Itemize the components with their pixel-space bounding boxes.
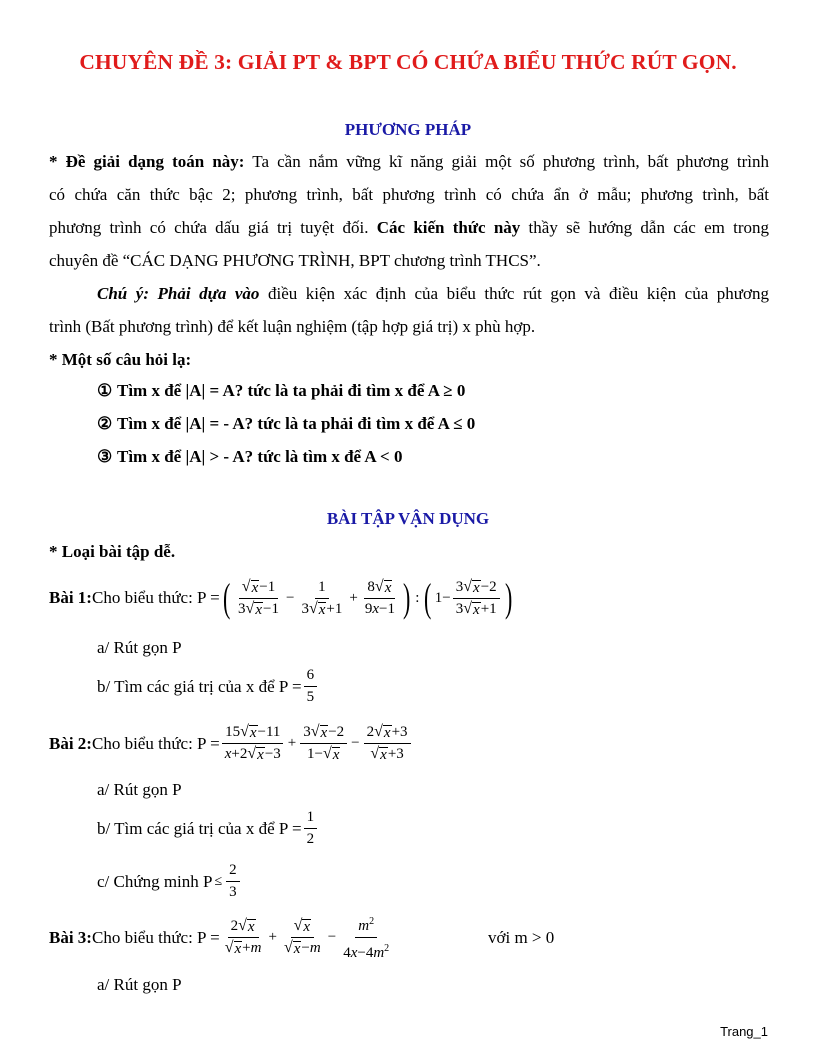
method-heading: PHƯƠNG PHÁP — [344, 120, 472, 139]
bai2-part-a: a/ Rút gọn P — [97, 780, 182, 799]
bai1-label: Bài 1: — [49, 588, 92, 607]
bai3-condition: với m > 0 — [488, 928, 555, 947]
intro-line-1 — [49, 145, 769, 178]
bai2-formula: 15 √ x −11 x+2 √ x −3 + 3 √ x −2 1− √ x − 2 √ x +3 √ x +3 — [220, 724, 413, 763]
note-line-1: Chú ý: Phải dựa vào điều kiện xác định của biểu thức rút gọn và điều kiện của phương — [97, 284, 769, 303]
note-line-2: trình (Bất phương trình) để kết luận nghiệm (tập hợp giá trị) x phù hợp. — [49, 317, 536, 336]
page-footer: Trang_1 — [720, 1024, 768, 1039]
strange-item-2: ② Tìm x để |A| = - A? tức là ta phải đi tìm x để A ≤ 0 — [97, 414, 476, 433]
bai2-part-b: b/ Tìm các giá trị của x để P = $\frac{1}{2}$ — [97, 808, 319, 848]
bai2-part-c: c/ Chứng minh P ≤ $\frac{2}{3}$ — [97, 861, 242, 901]
bai3-statement: Bài 3: Cho biểu thức: P = 2 √ x √ x +m + √ x √ x −m − $\frac{m^2}{4x-4m^2}$ — [49, 915, 394, 959]
bai1-statement: Bài 1: Cho biểu thức: P = ( √ x −1 3 √ x −1 − 1 3 √ x +1 + 8 √ x 9x−1 ) : ( 1− 3 √ x −2 3 √ x +1 ) — [49, 576, 515, 620]
bai2-statement: Bài 2: Cho biểu thức: P = 15 √ x −11 x+2 √ x −3 + 3 √ x −2 1− √ x − 2 √ x +3 √ x +3 — [49, 721, 413, 765]
bai1-part-a: a/ Rút gọn P — [97, 638, 182, 657]
bai3-part-a: a/ Rút gọn P — [97, 975, 182, 994]
intro-lead: * Đề giải dạng toán này: — [49, 152, 245, 171]
bai1-part-b: b/ Tìm các giá trị của x để P = $\frac{6}{5}$ — [97, 666, 319, 706]
easy-heading: * Loại bài tập dễ. — [49, 542, 176, 561]
strange-heading: * Một số câu hỏi lạ: — [49, 350, 192, 369]
strange-item-1: ① Tìm x để |A| = A? tức là ta phải đi tìm x để A ≥ 0 — [97, 381, 466, 400]
page-title: CHUYÊN ĐỀ 3: GIẢI PT & BPT CÓ CHỨA BIỂU THỨC RÚT GỌN. — [79, 50, 737, 74]
intro-line-4: chuyên đề “CÁC DẠNG PHƯƠNG TRÌNH, BPT chương trình THCS”. — [49, 251, 541, 270]
intro-bold: Các kiến thức này — [376, 218, 521, 237]
bai1-formula: ( √ x −1 3 √ x −1 − 1 3 √ x +1 + 8 √ x 9x−1 ) : ( 1− 3 √ x −2 3 √ x +1 ) — [222, 575, 513, 620]
exercise-heading: BÀI TẬP VẬN DỤNG — [326, 509, 490, 528]
bai3-formula: 2 √ x √ x +m + √ x √ x −m − $\frac{m^2}{4x-4m^2}$ — [220, 913, 394, 962]
strange-item-3: ③ Tìm x để |A| > - A? tức là tìm x để A < 0 — [97, 447, 403, 466]
intro-line-2: có chứa căn thức bậc 2; phương trình, bất phương trình có chứa ẩn ở mẫu; phương trình, bất — [49, 185, 769, 204]
intro-line-1-text: Ta cần nắm vững kĩ năng giải một số phương trình, bất phương trình — [244, 152, 769, 171]
note-lead: Chú ý: Phải dựa vào — [97, 284, 260, 303]
bai2-label: Bài 2: — [49, 733, 92, 753]
intro-line-3: phương trình có chứa dấu giá trị tuyệt đối. Các kiến thức này thầy sẽ hướng dẫn các em trong — [49, 218, 769, 237]
bai3-label: Bài 3: — [49, 927, 92, 947]
